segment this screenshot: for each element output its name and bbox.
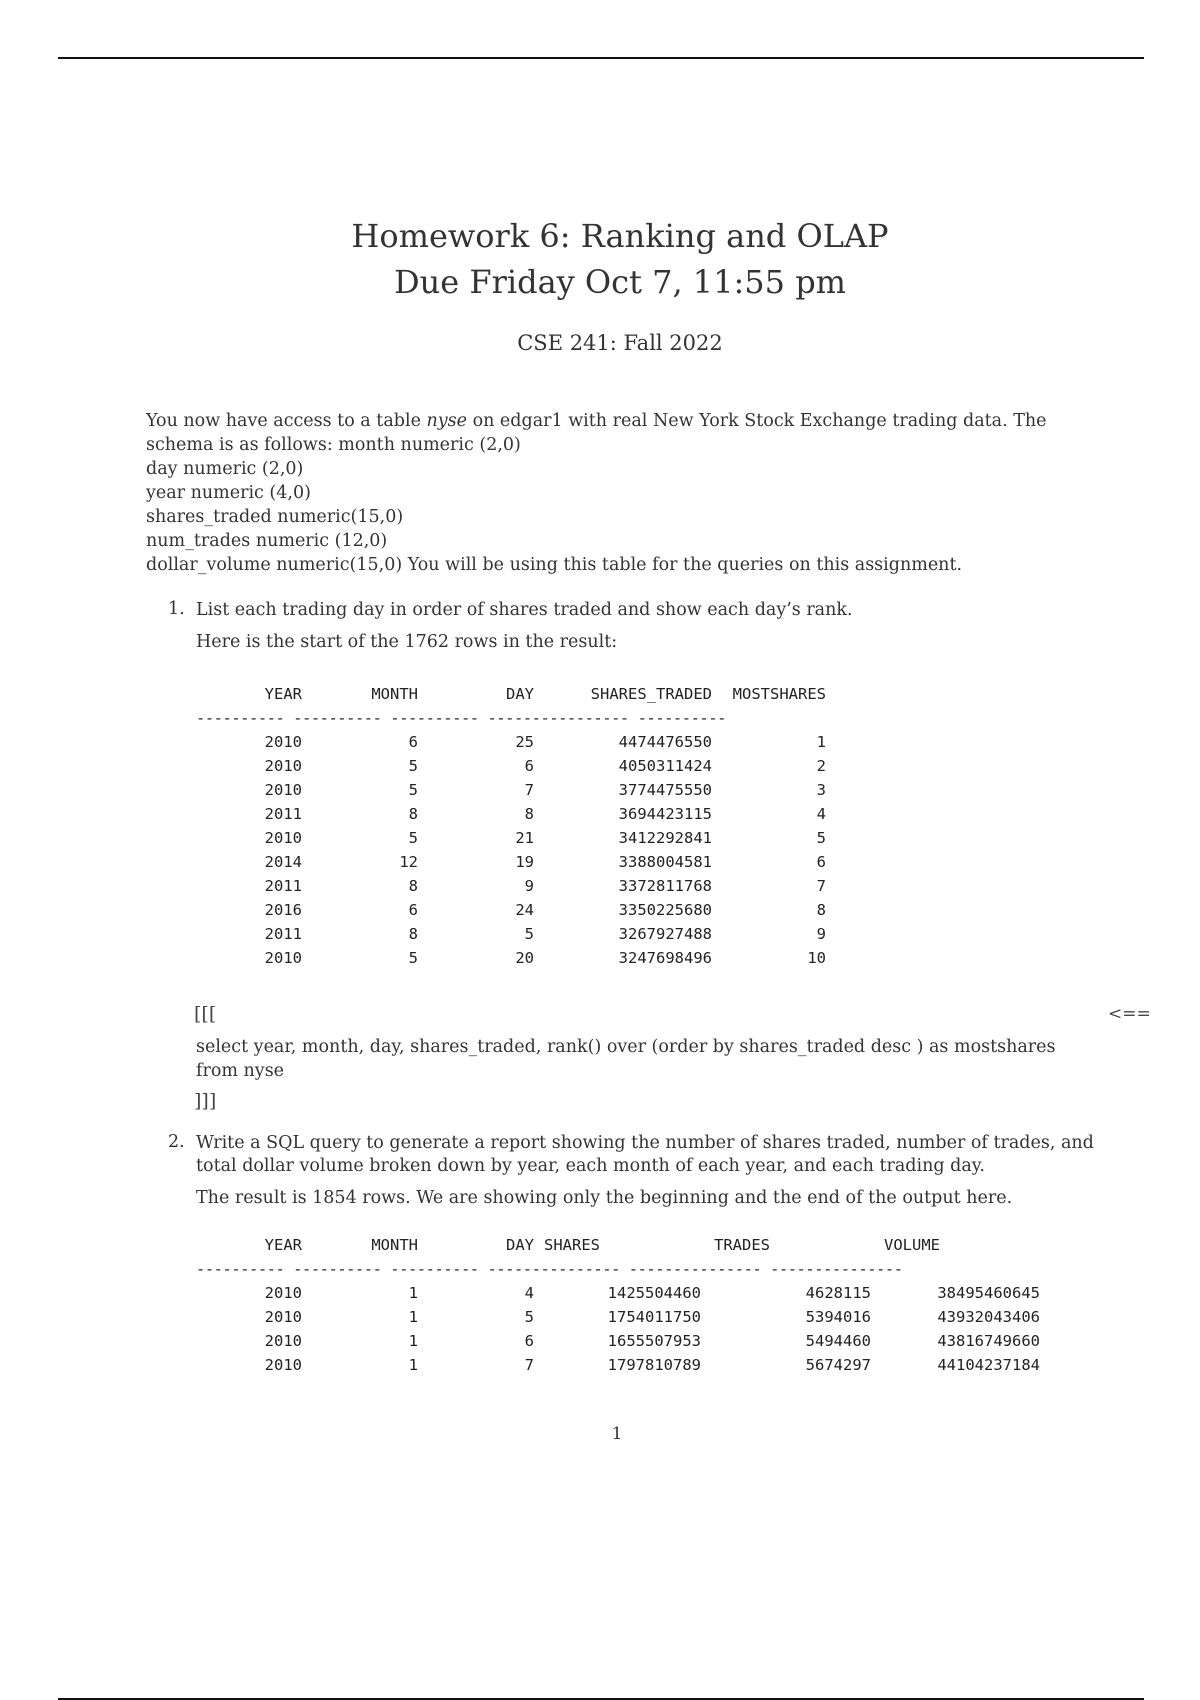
table-cell: 2010 — [264, 1356, 302, 1374]
table-cell: 25 — [515, 733, 534, 751]
table-cell: 8 — [816, 901, 826, 919]
table-cell: 20 — [515, 949, 534, 967]
table-cell: 44104237184 — [937, 1356, 1040, 1374]
table-cell: 8 — [408, 925, 418, 943]
column-header: MONTH — [371, 1236, 418, 1254]
q2-number: 2. — [168, 1132, 185, 1152]
q1-subtext: Here is the start of the 1762 rows in the result: — [196, 632, 618, 652]
table-cell: 5 — [408, 781, 418, 799]
q1-close-bracket: ]]] — [194, 1090, 217, 1112]
column-header: YEAR — [264, 1236, 302, 1254]
table-cell: 5 — [524, 925, 534, 943]
table-row — [196, 829, 836, 853]
table-cell: 3372811768 — [618, 877, 712, 895]
table-cell: 5 — [524, 1308, 534, 1326]
answer-arrow: <== — [1108, 1004, 1151, 1024]
table-cell: 43932043406 — [937, 1308, 1040, 1326]
table-name: nyse — [426, 411, 467, 431]
intro-line-6: num_trades numeric (12,0) — [146, 531, 388, 551]
intro-line-7: dollar_volume numeric(15,0) You will be using this table for the queries on this assignment. — [146, 555, 963, 575]
table-cell: 2010 — [264, 1332, 302, 1350]
table-header-row — [196, 685, 836, 709]
table-row — [196, 781, 836, 805]
table-row — [196, 949, 836, 973]
intro-line-3: day numeric (2,0) — [146, 459, 304, 479]
q1-sql-line-2: from nyse — [196, 1061, 285, 1081]
table-cell: 21 — [515, 829, 534, 847]
table-row — [196, 733, 836, 757]
table-cell: 4474476550 — [618, 733, 712, 751]
course-label: CSE 241: Fall 2022 — [517, 331, 723, 355]
table-cell: 5 — [408, 757, 418, 775]
table-cell: 5494460 — [805, 1332, 871, 1350]
q2-result-table — [196, 1236, 1046, 1380]
table-cell: 9 — [816, 925, 826, 943]
q2-text-line-2: total dollar volume broken down by year, each month of each year, and each trading day. — [196, 1156, 985, 1176]
document-title: Homework 6: Ranking and OLAP — [351, 217, 889, 255]
table-cell: 8 — [524, 805, 534, 823]
table-cell: 43816749660 — [937, 1332, 1040, 1350]
table-cell: 2010 — [264, 829, 302, 847]
due-date: Due Friday Oct 7, 11:55 pm — [393, 263, 847, 301]
table-row — [196, 1356, 1046, 1380]
table-cell: 3388004581 — [618, 853, 712, 871]
table-cell: 12 — [399, 853, 418, 871]
table-cell: 38495460645 — [937, 1284, 1040, 1302]
table-cell: 3694423115 — [618, 805, 712, 823]
table-row — [196, 1284, 1046, 1308]
top-rule — [58, 57, 1144, 59]
table-cell: 2014 — [264, 853, 302, 871]
table-separator-row — [196, 1260, 1046, 1284]
column-header: MONTH — [371, 685, 418, 703]
table-cell: 2 — [816, 757, 826, 775]
table-cell: 5 — [408, 949, 418, 967]
table-row — [196, 925, 836, 949]
table-row — [196, 757, 836, 781]
table-cell: 4 — [816, 805, 826, 823]
q1-text: List each trading day in order of shares traded and show each day’s rank. — [196, 600, 853, 620]
table-cell: 2010 — [264, 1308, 302, 1326]
table-row — [196, 901, 836, 925]
table-header-row — [196, 1236, 1046, 1260]
q1-result-table — [196, 685, 836, 973]
table-separator: ---------- ---------- ---------- --------------- --------------- --------------- — [196, 1260, 903, 1278]
table-cell: 6 — [524, 757, 534, 775]
table-row — [196, 1332, 1046, 1356]
table-cell: 8 — [408, 805, 418, 823]
q2-text — [196, 1132, 1096, 1178]
table-cell: 2016 — [264, 901, 302, 919]
table-cell: 7 — [816, 877, 826, 895]
page-number: 1 — [611, 1424, 623, 1444]
table-cell: 7 — [524, 781, 534, 799]
table-cell: 2010 — [264, 781, 302, 799]
table-cell: 6 — [816, 853, 826, 871]
intro-line-2: schema is as follows: month numeric (2,0) — [146, 435, 521, 455]
table-cell: 7 — [524, 1356, 534, 1374]
table-cell: 2010 — [264, 949, 302, 967]
table-cell: 1 — [408, 1284, 418, 1302]
table-cell: 2010 — [264, 733, 302, 751]
table-cell: 4 — [524, 1284, 534, 1302]
q1-sql-line-1: select year, month, day, shares_traded, rank() over (order by shares_traded desc ) as mostshares — [196, 1037, 1056, 1057]
table-cell: 3412292841 — [618, 829, 712, 847]
intro-line-1: You now have access to a table nyse on edgar1 with real New York Stock Exchange trading data. The — [146, 411, 1047, 431]
table-cell: 9 — [524, 877, 534, 895]
table-cell: 3774475550 — [618, 781, 712, 799]
column-header: VOLUME — [884, 1236, 940, 1254]
column-header: YEAR — [264, 685, 302, 703]
table-separator: ---------- ---------- ---------- ---------------- ---------- — [196, 709, 726, 727]
table-separator-row — [196, 709, 836, 733]
table-cell: 8 — [408, 877, 418, 895]
table-cell: 5674297 — [805, 1356, 871, 1374]
q2-text-line-1: Write a SQL query to generate a report showing the number of shares traded, number of trades, and — [196, 1133, 1094, 1153]
table-cell: 5 — [408, 829, 418, 847]
intro-line-4: year numeric (4,0) — [146, 483, 311, 503]
intro-paragraph — [146, 409, 1096, 577]
table-cell: 2011 — [264, 925, 302, 943]
table-cell: 6 — [408, 733, 418, 751]
table-cell: 1797810789 — [607, 1356, 701, 1374]
column-header: SHARES_TRADED — [590, 685, 712, 703]
table-cell: 3350225680 — [618, 901, 712, 919]
table-cell: 2010 — [264, 757, 302, 775]
table-cell: 1 — [408, 1356, 418, 1374]
table-cell: 19 — [515, 853, 534, 871]
table-cell: 10 — [807, 949, 826, 967]
table-cell: 2010 — [264, 1284, 302, 1302]
q1-number: 1. — [168, 599, 185, 619]
table-cell: 4628115 — [805, 1284, 871, 1302]
table-cell: 4050311424 — [618, 757, 712, 775]
table-cell: 1655507953 — [607, 1332, 701, 1350]
table-cell: 1 — [408, 1308, 418, 1326]
table-cell: 5394016 — [805, 1308, 871, 1326]
table-cell: 24 — [515, 901, 534, 919]
table-row — [196, 1308, 1046, 1332]
table-cell: 3 — [816, 781, 826, 799]
table-cell: 6 — [408, 901, 418, 919]
table-cell: 6 — [524, 1332, 534, 1350]
column-header: SHARES — [544, 1236, 600, 1254]
column-header: TRADES — [714, 1236, 770, 1254]
q1-open-bracket: [[[ — [194, 1003, 217, 1025]
table-cell: 1425504460 — [607, 1284, 701, 1302]
column-header: DAY — [506, 1236, 534, 1254]
intro-line-5: shares_traded numeric(15,0) — [146, 507, 404, 527]
table-cell: 3247698496 — [618, 949, 712, 967]
table-cell: 2011 — [264, 805, 302, 823]
table-row — [196, 877, 836, 901]
table-cell: 1 — [408, 1332, 418, 1350]
table-cell: 5 — [816, 829, 826, 847]
table-cell: 3267927488 — [618, 925, 712, 943]
table-cell: 1754011750 — [607, 1308, 701, 1326]
column-header: MOSTSHARES — [732, 685, 826, 703]
table-cell: 2011 — [264, 877, 302, 895]
table-row — [196, 853, 836, 877]
table-row — [196, 805, 836, 829]
column-header: DAY — [506, 685, 534, 703]
table-cell: 1 — [816, 733, 826, 751]
q2-subtext: The result is 1854 rows. We are showing only the beginning and the end of the output here. — [196, 1188, 1013, 1208]
q1-sql-answer — [196, 1035, 1096, 1083]
